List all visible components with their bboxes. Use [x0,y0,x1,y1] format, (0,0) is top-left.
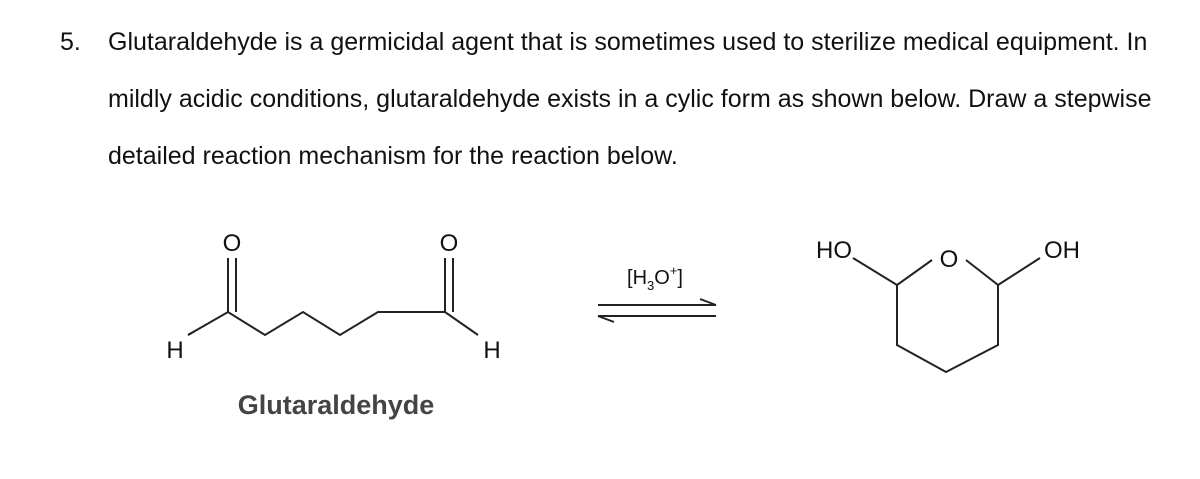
oxygen-atom-left: O [222,230,242,257]
carbon-chain-h1 [188,331,195,335]
left-ho-bond [853,258,897,285]
ring-oxygen-atom: O [939,246,959,273]
hydroxyl-left: HO [816,237,852,264]
reagent-label: $[H_3O^+]$ [627,263,683,293]
carbon-chain [188,312,478,335]
oxygen-atom-right: O [439,230,459,257]
glutaraldehyde-structure [166,230,500,420]
hydroxyl-right: OH [1044,237,1080,264]
hydrogen-atom-left: H [166,337,184,364]
reaction-conditions [598,263,716,322]
hydrogen-atom-right: H [483,337,501,364]
compound-name: Glutaraldehyde [237,390,435,420]
question-text: Glutaraldehyde is a germicidal agent that is sometimes used to sterilize medical equipment. In mildly acidic conditions, glutaraldehyde exists in a cylic form as shown below. Draw a stepwise detailed reaction mechanism for the reaction below. [108,28,1152,170]
right-oh-bond [998,258,1040,285]
question-number: 5. [60,28,81,56]
cyclic-product-structure [816,237,1080,372]
ring-bonds [897,260,998,372]
